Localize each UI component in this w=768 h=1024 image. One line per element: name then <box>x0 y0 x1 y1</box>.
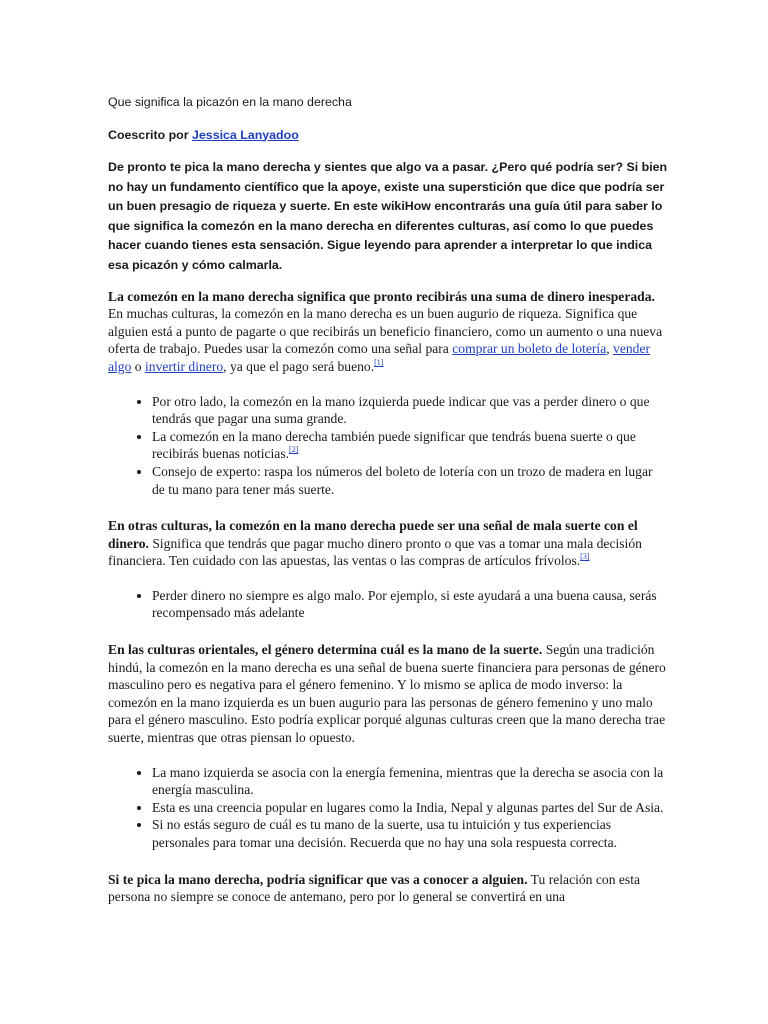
list-item: • La comezón en la mano derecha también puede significar que tendrás buena suerte o que recibirás buenas noticias.[2] <box>152 428 668 463</box>
link-separator: , <box>606 341 614 357</box>
list-item: • Por otro lado, la comezón en la mano izquierda puede indicar que vas a perder dinero o que tendrás que pagar una suma grande. <box>152 393 668 428</box>
document-content <box>108 93 668 923</box>
list-item: • Esta es una creencia popular en lugares como la India, Nepal y algunas partes del Sur de Asia. <box>152 799 668 817</box>
reference-link-1[interactable]: [1] <box>374 357 384 367</box>
section-2-text: Significa que tendrás que pagar mucho dinero pronto o que vas a tomar una mala decisión financiera. Ten cuidado con las apuestas, las ventas o las compras de artículos frívolos. <box>108 535 642 569</box>
document-title: Que significa la picazón en la mano derecha <box>108 95 352 109</box>
intro-paragraph: De pronto te pica la mano derecha y sientes que algo va a pasar. ¿Pero qué podría ser? Si bien no hay un fundamento científico que la apoye, existe una superstición que dice que podría ser un buen presagio de riqueza y suerte. En este wikiHow encontrarás una guía útil para saber lo que significa la comezón en la mano derecha en diferentes culturas, así como lo que puedes hacer cuando tienes esta sensación. Sigue leyendo para aprender a interpretar lo que indica esa picazón y cómo calmarla. <box>108 160 668 272</box>
list-item: • Perder dinero no siempre es algo malo. Por ejemplo, si este ayudará a una buena causa, serás recompensado más adelante <box>152 587 668 622</box>
section-3-text: Según una tradición hindú, la comezón en la mano derecha es una señal de buena suerte financiera para personas de género masculino pero es negativa para el género femenino. Y lo mismo se aplica de modo inverso: la comezón en la mano izquierda es un buen augurio para las personas de género femenino y uno malo para el género masculino. Esto podría explicar porqué algunas culturas creen que la mano derecha trae suerte, mientras que otras piensan lo opuesto. <box>108 642 666 746</box>
invest-money-link[interactable]: invertir dinero <box>145 358 224 374</box>
coauthor-link[interactable]: Jessica Lanyadoo <box>192 127 299 142</box>
section-1-text-end: , ya que el pago será bueno. <box>223 358 375 374</box>
list-item: • La mano izquierda se asocia con la energía femenina, mientras que la derecha se asocia con la energía masculina. <box>152 764 668 799</box>
section-1-text: En muchas culturas, la comezón en la mano derecha es un buen augurio de riqueza. Significa que alguien está a punto de pagarte o que recibirás un beneficio financiero, como un aumento o una nueva oferta de trabajo. Puedes usar la comezón como una señal para <box>108 306 663 357</box>
section-4-paragraph <box>108 871 668 906</box>
section-4-heading: Si te pica la mano derecha, podría significar que vas a conocer a alguien. <box>108 871 528 887</box>
sell-something-link[interactable]: vender algo <box>108 341 651 374</box>
section-2-paragraph <box>108 517 668 570</box>
section-3-bullet-list <box>108 764 668 852</box>
coauthor-line <box>108 126 668 146</box>
section-3-paragraph <box>108 641 668 747</box>
list-item: • Si no estás seguro de cuál es tu mano de la suerte, usa tu intuición y tus experiencias personales para tomar una decisión. Recuerda que no hay una sola respuesta correcta. <box>152 816 668 851</box>
section-1-paragraph <box>108 288 668 376</box>
section-2-heading: En otras culturas, la comezón en la mano derecha puede ser una señal de mala suerte con el dinero. <box>108 518 638 551</box>
section-3-heading: En las culturas orientales, el género determina cuál es la mano de la suerte. <box>108 642 543 658</box>
reference-link-3[interactable]: [3] <box>580 552 590 562</box>
coauthor-prefix: Coescrito por <box>108 127 189 142</box>
section-2-bullet-list <box>108 587 668 622</box>
reference-link-2[interactable]: [2] <box>289 445 299 455</box>
lottery-link[interactable]: comprar un boleto de lotería <box>452 341 607 357</box>
section-1-heading: La comezón en la mano derecha significa que pronto recibirás una suma de dinero inesperada. <box>108 288 655 304</box>
link-separator: o <box>131 358 145 374</box>
list-item: • Consejo de experto: raspa los números del boleto de lotería con un trozo de madera en lugar de tu mano para tener más suerte. <box>152 463 668 498</box>
section-1-bullet-list <box>108 393 668 499</box>
section-4-text: Tu relación con esta persona no siempre se conoce de antemano, pero por lo general se convertirá en una <box>108 871 641 905</box>
